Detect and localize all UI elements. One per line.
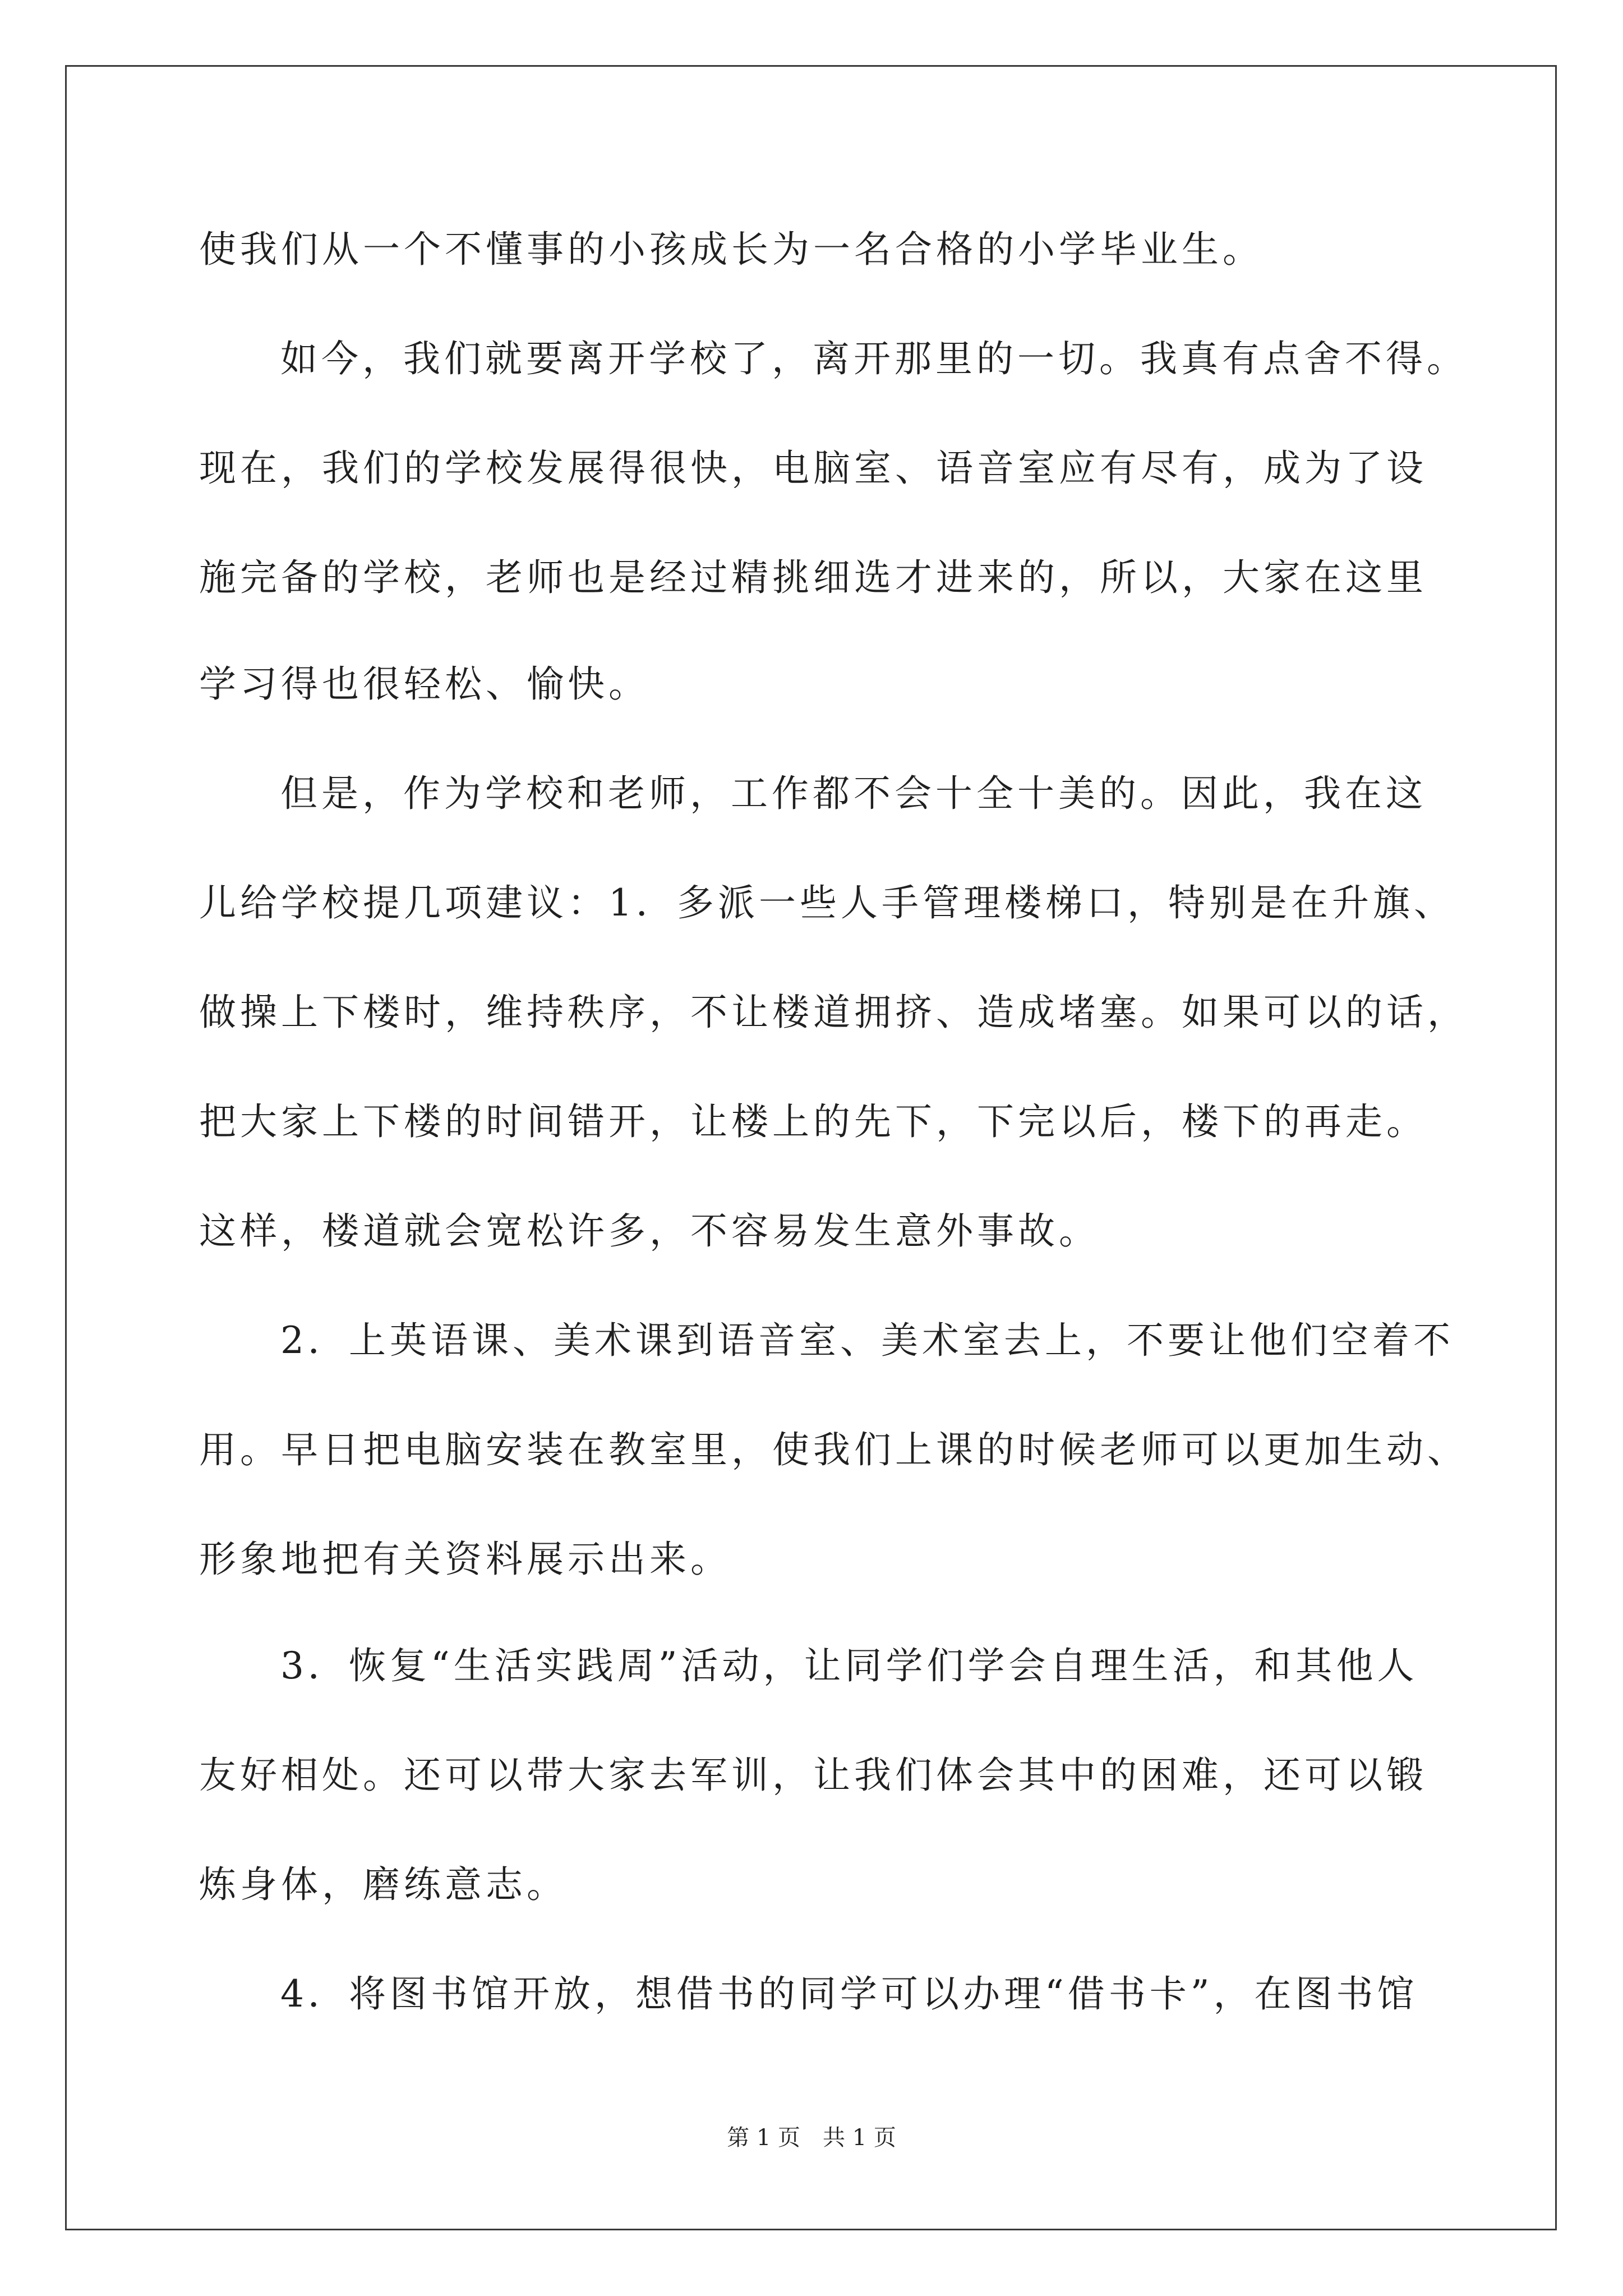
text-line: 形象地把有关资料展示出来。 bbox=[199, 1538, 731, 1581]
text-line: 学习得也很轻松、愉快。 bbox=[199, 662, 649, 706]
page-number-total: 共 1 页 bbox=[823, 2125, 896, 2151]
text-line: 4．将图书馆开放，想借书的同学可以办理“借书卡”，在图书馆 bbox=[280, 1972, 1418, 2016]
text-line: 用。早日把电脑安装在教室里，使我们上课的时候老师可以更加生动、 bbox=[199, 1428, 1468, 1471]
page-number-current: 第 1 页 bbox=[727, 2125, 800, 2151]
text-line: 但是，作为学校和老师，工作都不会十全十美的。因此，我在这 bbox=[280, 772, 1427, 815]
text-line: 做操上下楼时，维持秩序，不让楼道拥挤、造成堵塞。如果可以的话， bbox=[199, 991, 1468, 1034]
text-line: 炼身体，磨练意志。 bbox=[199, 1863, 568, 1906]
text-line: 儿给学校提几项建议：1．多派一些人手管理楼梯口，特别是在升旗、 bbox=[199, 881, 1455, 924]
text-line: 如今，我们就要离开学校了，离开那里的一切。我真有点舍不得。 bbox=[280, 337, 1468, 380]
text-line: 现在，我们的学校发展得很快，电脑室、语音室应有尽有，成为了设 bbox=[199, 447, 1427, 490]
text-line: 施完备的学校，老师也是经过精挑细选才进来的，所以，大家在这里 bbox=[199, 556, 1427, 599]
text-line: 友好相处。还可以带大家去军训，让我们体会其中的困难，还可以锻 bbox=[199, 1754, 1427, 1797]
text-line: 3．恢复“生活实践周”活动，让同学们学会自理生活，和其他人 bbox=[280, 1644, 1418, 1687]
text-line: 2．上英语课、美术课到语音室、美术室去上，不要让他们空着不 bbox=[280, 1319, 1454, 1362]
text-line: 把大家上下楼的时间错开，让楼上的先下，下完以后，楼下的再走。 bbox=[199, 1100, 1427, 1143]
page-footer bbox=[0, 2124, 1623, 2152]
text-line: 这样，楼道就会宽松许多，不容易发生意外事故。 bbox=[199, 1209, 1100, 1253]
text-line: 使我们从一个不懂事的小孩成长为一名合格的小学毕业生。 bbox=[199, 228, 1264, 271]
